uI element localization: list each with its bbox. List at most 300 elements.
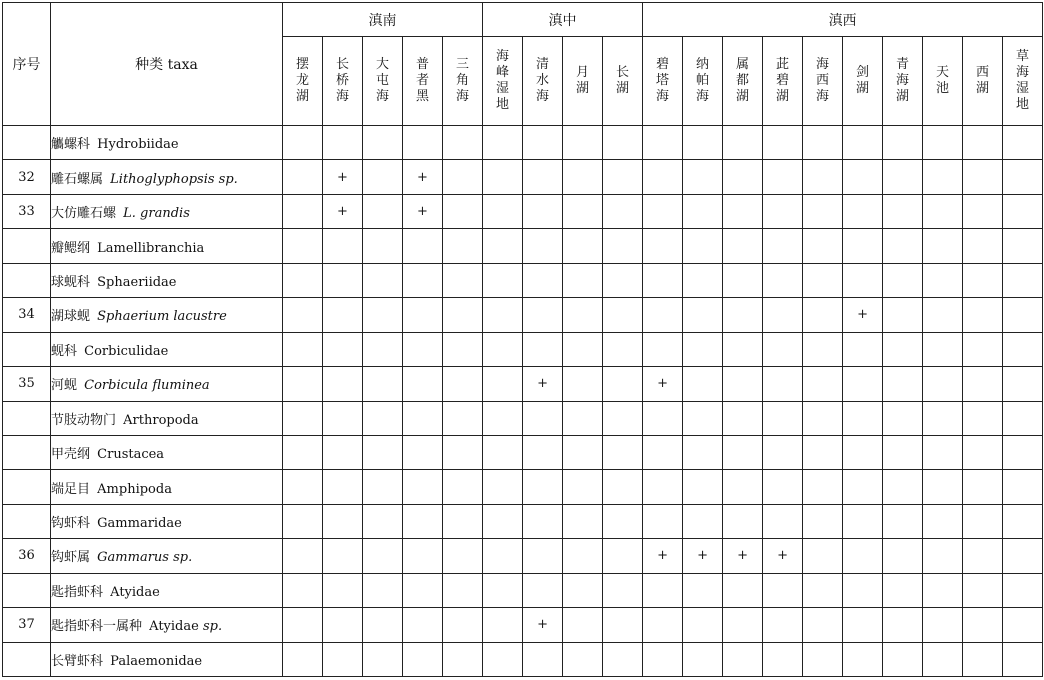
- presence-cell: [1003, 608, 1043, 642]
- presence-cell: [763, 194, 803, 228]
- presence-cell: [403, 573, 443, 607]
- presence-cell: [683, 608, 723, 642]
- presence-cell: [563, 642, 603, 676]
- presence-cell: [323, 470, 363, 504]
- presence-cell: [643, 470, 683, 504]
- presence-cell: [403, 126, 443, 160]
- presence-cell: [1003, 263, 1043, 297]
- presence-cell: [683, 401, 723, 435]
- presence-cell: [403, 608, 443, 642]
- presence-cell: [923, 642, 963, 676]
- table-row: [3, 229, 1043, 263]
- presence-cell: [723, 367, 763, 401]
- presence-cell: [283, 539, 323, 573]
- presence-cell: [323, 539, 363, 573]
- region-dian-xi: 滇西: [643, 3, 1043, 37]
- row-number: 37: [3, 608, 51, 642]
- row-number: [3, 126, 51, 160]
- table-row: [3, 504, 1043, 538]
- presence-cell: [443, 126, 483, 160]
- presence-cell: [883, 401, 923, 435]
- presence-cell: [563, 229, 603, 263]
- presence-cell: [363, 608, 403, 642]
- presence-cell: [443, 573, 483, 607]
- lake-header-label: 青 海 湖: [896, 57, 910, 104]
- presence-cell: [363, 160, 403, 194]
- presence-cell: [843, 401, 883, 435]
- presence-cell: [643, 160, 683, 194]
- taxon-chinese-name: 蚬科: [51, 343, 78, 359]
- presence-cell: [803, 229, 843, 263]
- presence-cell: [563, 573, 603, 607]
- lake-header-label: 海 峰 湿 地: [496, 49, 510, 112]
- presence-cell: [963, 160, 1003, 194]
- region-dian-nan: 滇南: [283, 3, 483, 37]
- lake-header-label: 天 池: [936, 65, 950, 96]
- presence-cell: [683, 298, 723, 332]
- presence-cell: [923, 539, 963, 573]
- presence-cell: [603, 470, 643, 504]
- presence-cell: [963, 194, 1003, 228]
- presence-cell: [523, 539, 563, 573]
- table-row: [3, 160, 1043, 194]
- presence-cell: [403, 298, 443, 332]
- presence-cell: +: [403, 160, 443, 194]
- presence-cell: [763, 298, 803, 332]
- presence-cell: [723, 401, 763, 435]
- lake-header: [643, 37, 683, 126]
- presence-cell: [403, 332, 443, 366]
- presence-cell: [923, 160, 963, 194]
- presence-cell: [843, 332, 883, 366]
- presence-cell: [283, 194, 323, 228]
- presence-cell: [963, 126, 1003, 160]
- lake-header: [563, 37, 603, 126]
- presence-cell: [563, 263, 603, 297]
- taxon-chinese-name: 匙指虾科一属种: [51, 619, 143, 635]
- table-row: [3, 367, 1043, 401]
- taxon-chinese-name: 湖球蚬: [51, 309, 91, 325]
- taxon-chinese-name: 大仿雕石螺: [51, 206, 117, 222]
- table-row: [3, 642, 1043, 676]
- presence-cell: [923, 263, 963, 297]
- presence-cell: [1003, 504, 1043, 538]
- lake-header-label: 摆 龙 湖: [295, 57, 309, 104]
- lake-header: [1003, 37, 1043, 126]
- presence-cell: [843, 194, 883, 228]
- presence-cell: [403, 435, 443, 469]
- lake-header: [963, 37, 1003, 126]
- lake-header-label: 茈 碧 湖: [776, 57, 790, 104]
- presence-cell: [923, 401, 963, 435]
- presence-cell: [323, 263, 363, 297]
- presence-cell: [963, 504, 1003, 538]
- presence-cell: [883, 470, 923, 504]
- presence-cell: [563, 504, 603, 538]
- lake-header: [843, 37, 883, 126]
- presence-cell: [363, 642, 403, 676]
- presence-cell: [1003, 573, 1043, 607]
- presence-cell: [763, 435, 803, 469]
- lake-header: [923, 37, 963, 126]
- presence-cell: [1003, 470, 1043, 504]
- presence-cell: [483, 298, 523, 332]
- taxon-scientific-name: L. grandis: [123, 206, 190, 222]
- presence-cell: [403, 504, 443, 538]
- presence-cell: [563, 194, 603, 228]
- taxon-name: [51, 229, 283, 263]
- presence-cell: [723, 263, 763, 297]
- presence-cell: [923, 298, 963, 332]
- presence-cell: [883, 642, 923, 676]
- presence-cell: [803, 504, 843, 538]
- presence-cell: [763, 470, 803, 504]
- presence-cell: [563, 401, 603, 435]
- presence-cell: [523, 298, 563, 332]
- table-row: [3, 470, 1043, 504]
- presence-cell: [563, 160, 603, 194]
- table-row: [3, 573, 1043, 607]
- presence-cell: [883, 539, 923, 573]
- taxon-scientific-suffix: sp.: [202, 619, 223, 635]
- presence-cell: [1003, 367, 1043, 401]
- presence-cell: [723, 504, 763, 538]
- presence-cell: [323, 642, 363, 676]
- presence-cell: [603, 229, 643, 263]
- presence-cell: [563, 435, 603, 469]
- presence-cell: [1003, 194, 1043, 228]
- taxon-scientific-name: Lithoglyphopsis sp.: [110, 171, 238, 187]
- lake-header-label: 剑 湖: [856, 65, 870, 96]
- presence-cell: [883, 194, 923, 228]
- lake-header-label: 碧 塔 海: [656, 57, 670, 104]
- presence-cell: [723, 470, 763, 504]
- presence-cell: [523, 194, 563, 228]
- region-header-row: [3, 3, 1043, 37]
- table-row: [3, 126, 1043, 160]
- presence-cell: [683, 504, 723, 538]
- presence-cell: [523, 504, 563, 538]
- presence-cell: [323, 401, 363, 435]
- lake-header: [403, 37, 443, 126]
- presence-cell: [283, 263, 323, 297]
- taxon-name: [51, 367, 283, 401]
- presence-cell: [443, 539, 483, 573]
- presence-cell: [923, 126, 963, 160]
- lake-header: [763, 37, 803, 126]
- presence-cell: [803, 298, 843, 332]
- taxon-chinese-name: 节肢动物门: [51, 412, 117, 428]
- presence-cell: [563, 367, 603, 401]
- presence-cell: [523, 573, 563, 607]
- presence-cell: +: [643, 539, 683, 573]
- presence-cell: [763, 504, 803, 538]
- lake-header-label: 长 湖: [616, 65, 630, 96]
- presence-cell: [1003, 435, 1043, 469]
- presence-cell: [803, 573, 843, 607]
- presence-cell: [803, 194, 843, 228]
- taxon-chinese-name: 雕石螺属: [51, 171, 104, 187]
- table-row: [3, 263, 1043, 297]
- presence-cell: [363, 126, 403, 160]
- presence-cell: [523, 401, 563, 435]
- lake-header-label: 清 水 海: [536, 57, 550, 104]
- taxon-name: [51, 298, 283, 332]
- presence-cell: [283, 573, 323, 607]
- presence-cell: [963, 435, 1003, 469]
- lake-header: [323, 37, 363, 126]
- presence-cell: [523, 229, 563, 263]
- table-row: [3, 194, 1043, 228]
- presence-cell: [763, 229, 803, 263]
- taxon-scientific-name: Hydrobiidae: [97, 137, 179, 153]
- taxon-name: [51, 470, 283, 504]
- presence-cell: +: [523, 367, 563, 401]
- presence-cell: [323, 608, 363, 642]
- species-distribution-table: [2, 2, 1043, 677]
- presence-cell: [883, 435, 923, 469]
- lake-header-label: 草 海 湿 地: [1016, 49, 1030, 112]
- lake-header-label: 纳 帕 海: [696, 57, 710, 104]
- row-number: [3, 470, 51, 504]
- presence-cell: +: [323, 194, 363, 228]
- row-number: 34: [3, 298, 51, 332]
- presence-cell: [643, 126, 683, 160]
- region-dian-zhong: 滇中: [483, 3, 643, 37]
- presence-cell: [283, 332, 323, 366]
- presence-cell: [523, 435, 563, 469]
- taxon-chinese-name: 球蚬科: [51, 274, 91, 290]
- presence-cell: +: [723, 539, 763, 573]
- lake-header-label: 属 都 湖: [736, 57, 750, 104]
- presence-cell: [803, 367, 843, 401]
- presence-cell: [443, 229, 483, 263]
- presence-cell: [483, 435, 523, 469]
- presence-cell: [403, 401, 443, 435]
- taxon-scientific-name: Atyidae: [149, 619, 199, 635]
- lake-header-label: 三 角 海: [456, 57, 470, 104]
- presence-cell: [923, 470, 963, 504]
- presence-cell: [483, 367, 523, 401]
- presence-cell: +: [643, 367, 683, 401]
- presence-cell: [443, 401, 483, 435]
- lake-header: [363, 37, 403, 126]
- taxon-name: [51, 642, 283, 676]
- presence-cell: +: [843, 298, 883, 332]
- lake-header-label: 长 桥 海: [335, 57, 349, 104]
- presence-cell: [643, 642, 683, 676]
- presence-cell: +: [403, 194, 443, 228]
- taxon-chinese-name: 长臂虾科: [51, 653, 104, 669]
- presence-cell: [683, 332, 723, 366]
- presence-cell: [963, 367, 1003, 401]
- presence-cell: [283, 504, 323, 538]
- presence-cell: [763, 126, 803, 160]
- presence-cell: [363, 470, 403, 504]
- taxon-name: [51, 332, 283, 366]
- presence-cell: [723, 435, 763, 469]
- row-number: 35: [3, 367, 51, 401]
- presence-cell: [483, 539, 523, 573]
- presence-cell: [843, 642, 883, 676]
- presence-cell: [443, 298, 483, 332]
- presence-cell: [683, 435, 723, 469]
- taxon-scientific-name: Corbicula fluminea: [84, 378, 210, 394]
- presence-cell: [963, 401, 1003, 435]
- taxon-name: [51, 263, 283, 297]
- presence-cell: [603, 126, 643, 160]
- presence-cell: [883, 608, 923, 642]
- presence-cell: [323, 332, 363, 366]
- presence-cell: [843, 435, 883, 469]
- presence-cell: [963, 298, 1003, 332]
- presence-cell: [923, 332, 963, 366]
- lake-header: [523, 37, 563, 126]
- presence-cell: [683, 573, 723, 607]
- presence-cell: [563, 470, 603, 504]
- presence-cell: [403, 367, 443, 401]
- presence-cell: [323, 367, 363, 401]
- presence-cell: [723, 608, 763, 642]
- presence-cell: [283, 435, 323, 469]
- presence-cell: [763, 401, 803, 435]
- presence-cell: [603, 332, 643, 366]
- taxon-name: [51, 608, 283, 642]
- presence-cell: [403, 229, 443, 263]
- taxon-scientific-name: Corbiculidae: [84, 343, 169, 359]
- presence-cell: [643, 263, 683, 297]
- presence-cell: [603, 608, 643, 642]
- presence-cell: [843, 573, 883, 607]
- taxon-chinese-name: 瓣鳃纲: [51, 240, 91, 256]
- presence-cell: [483, 126, 523, 160]
- presence-cell: [763, 160, 803, 194]
- presence-cell: [643, 435, 683, 469]
- table-row: [3, 608, 1043, 642]
- presence-cell: [283, 608, 323, 642]
- presence-cell: [723, 573, 763, 607]
- presence-cell: [483, 229, 523, 263]
- presence-cell: [443, 504, 483, 538]
- table-row: [3, 298, 1043, 332]
- presence-cell: [563, 332, 603, 366]
- lake-header: [803, 37, 843, 126]
- taxon-scientific-name: Amphipoda: [97, 481, 172, 497]
- presence-cell: [483, 608, 523, 642]
- presence-cell: [1003, 126, 1043, 160]
- presence-cell: [683, 194, 723, 228]
- presence-cell: [363, 367, 403, 401]
- presence-cell: [963, 229, 1003, 263]
- lake-header: [883, 37, 923, 126]
- presence-cell: [443, 470, 483, 504]
- row-number: [3, 332, 51, 366]
- table-row: [3, 435, 1043, 469]
- presence-cell: +: [763, 539, 803, 573]
- presence-cell: [483, 642, 523, 676]
- presence-cell: [363, 229, 403, 263]
- taxon-name: [51, 573, 283, 607]
- taxon-chinese-name: 钩虾科: [51, 516, 91, 532]
- presence-cell: [603, 504, 643, 538]
- presence-cell: [963, 608, 1003, 642]
- presence-cell: +: [323, 160, 363, 194]
- presence-cell: [603, 367, 643, 401]
- presence-cell: [323, 298, 363, 332]
- presence-cell: [963, 539, 1003, 573]
- taxa-header: 种类 taxa: [51, 3, 283, 126]
- lake-header: [483, 37, 523, 126]
- presence-cell: [763, 263, 803, 297]
- presence-cell: [923, 504, 963, 538]
- taxon-name: [51, 539, 283, 573]
- taxon-name: [51, 504, 283, 538]
- row-number: [3, 401, 51, 435]
- presence-cell: [443, 435, 483, 469]
- presence-cell: [323, 504, 363, 538]
- presence-cell: [963, 332, 1003, 366]
- presence-cell: [443, 194, 483, 228]
- presence-cell: [323, 435, 363, 469]
- presence-cell: [443, 332, 483, 366]
- presence-cell: [723, 298, 763, 332]
- taxon-chinese-name: 甲壳纲: [51, 447, 91, 463]
- row-number: [3, 435, 51, 469]
- lake-header: [283, 37, 323, 126]
- presence-cell: [723, 160, 763, 194]
- presence-cell: [363, 573, 403, 607]
- presence-cell: [603, 263, 643, 297]
- presence-cell: [523, 263, 563, 297]
- presence-cell: [443, 608, 483, 642]
- lake-header: [443, 37, 483, 126]
- presence-cell: [883, 126, 923, 160]
- presence-cell: [803, 263, 843, 297]
- presence-cell: [363, 401, 403, 435]
- presence-cell: [683, 470, 723, 504]
- presence-cell: [963, 470, 1003, 504]
- presence-cell: [643, 401, 683, 435]
- presence-cell: [643, 573, 683, 607]
- presence-cell: [843, 367, 883, 401]
- presence-cell: [803, 608, 843, 642]
- presence-cell: [723, 126, 763, 160]
- presence-cell: [843, 126, 883, 160]
- presence-cell: [803, 126, 843, 160]
- presence-cell: [803, 332, 843, 366]
- presence-cell: [363, 194, 403, 228]
- presence-cell: [283, 160, 323, 194]
- presence-cell: [283, 126, 323, 160]
- taxon-chinese-name: 钩虾属: [51, 550, 91, 566]
- taxon-chinese-name: 河蚬: [51, 378, 78, 394]
- presence-cell: [683, 160, 723, 194]
- presence-cell: [483, 504, 523, 538]
- presence-cell: [283, 401, 323, 435]
- presence-cell: [483, 160, 523, 194]
- lake-header: [723, 37, 763, 126]
- lake-header-label: 普 者 黑: [415, 57, 429, 104]
- row-number: [3, 642, 51, 676]
- presence-cell: [483, 470, 523, 504]
- presence-cell: [923, 573, 963, 607]
- taxon-scientific-name: Atyidae: [110, 584, 160, 600]
- presence-cell: [643, 608, 683, 642]
- taxon-name: [51, 194, 283, 228]
- presence-cell: [523, 160, 563, 194]
- presence-cell: [523, 332, 563, 366]
- presence-cell: [1003, 298, 1043, 332]
